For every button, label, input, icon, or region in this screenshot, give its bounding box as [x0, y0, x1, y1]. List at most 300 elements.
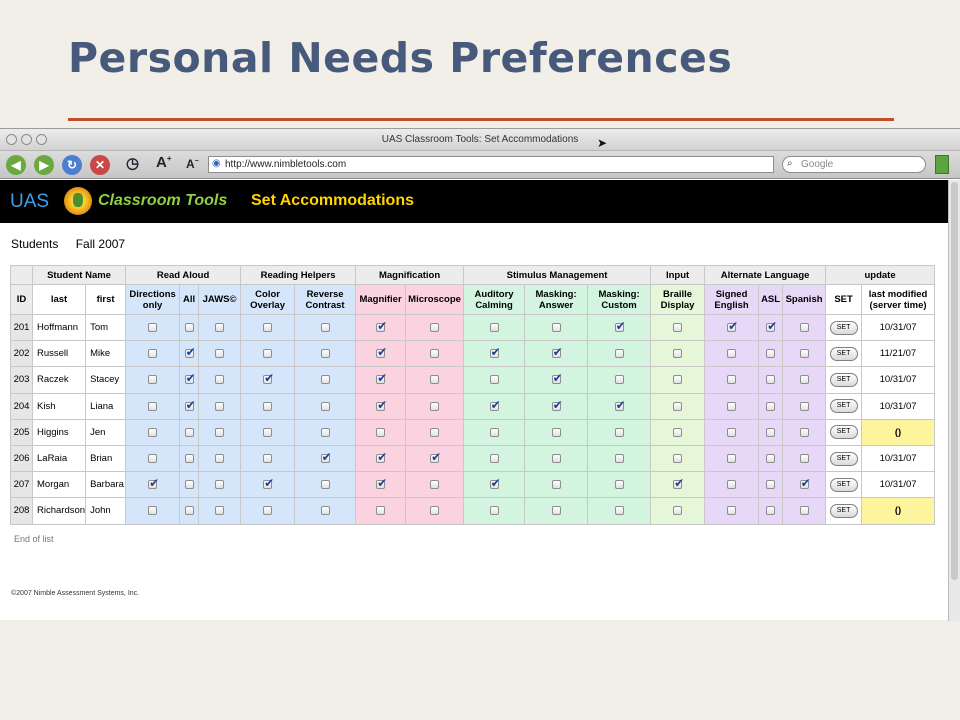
- cell-masking-custom: [588, 445, 651, 471]
- cell-id: 206: [11, 445, 33, 471]
- masking-answer-checkbox[interactable]: [552, 349, 561, 358]
- color-overlay-checkbox[interactable]: [263, 506, 272, 515]
- group-header-row: [11, 266, 935, 285]
- color-overlay-checkbox[interactable]: [263, 375, 272, 384]
- cell-set: [826, 341, 862, 367]
- col-header-magnifier: Magnifier: [356, 285, 406, 315]
- cell-reverse-contrast: [295, 498, 356, 524]
- cell-last-modified: 10/31/07: [862, 393, 935, 419]
- magnifier-checkbox[interactable]: [376, 454, 385, 463]
- jaws-checkbox[interactable]: [215, 323, 224, 332]
- set-button[interactable]: SET: [830, 452, 858, 466]
- microscope-checkbox[interactable]: [430, 506, 439, 515]
- col-header-auditory-calming: Auditory Calming: [464, 285, 525, 315]
- masking-answer-checkbox[interactable]: [552, 375, 561, 384]
- signed-english-checkbox[interactable]: [727, 402, 736, 411]
- asl-checkbox[interactable]: [766, 349, 775, 358]
- auditory-calming-checkbox[interactable]: [490, 506, 499, 515]
- window-titlebar: [0, 129, 960, 151]
- cell-asl: [759, 315, 783, 341]
- table-row: [11, 315, 935, 341]
- all-checkbox[interactable]: [185, 454, 194, 463]
- signed-english-checkbox[interactable]: [727, 323, 736, 332]
- bookmark-icon[interactable]: [935, 155, 949, 174]
- cell-first-name: Barbara: [86, 472, 126, 498]
- browser-window: [0, 128, 960, 620]
- back-button[interactable]: ◀: [6, 155, 26, 175]
- spanish-checkbox[interactable]: [800, 480, 809, 489]
- cell-spanish: [783, 367, 826, 393]
- cell-all: [180, 419, 199, 445]
- directions-only-checkbox[interactable]: [148, 402, 157, 411]
- auditory-calming-checkbox[interactable]: [490, 349, 499, 358]
- cell-asl: [759, 341, 783, 367]
- cell-last-name: Hoffmann: [33, 315, 86, 341]
- cell-spanish: [783, 315, 826, 341]
- asl-checkbox[interactable]: [766, 375, 775, 384]
- cell-first-name: John: [86, 498, 126, 524]
- cell-directions-only: [126, 472, 180, 498]
- reverse-contrast-checkbox[interactable]: [321, 402, 330, 411]
- signed-english-checkbox[interactable]: [727, 375, 736, 384]
- set-button[interactable]: SET: [830, 321, 858, 335]
- col-header-microscope: Microscope: [406, 285, 464, 315]
- masking-custom-checkbox[interactable]: [615, 349, 624, 358]
- group-header-input: Input: [651, 266, 705, 285]
- cell-microscope: [406, 315, 464, 341]
- cell-masking-custom: [588, 393, 651, 419]
- cell-directions-only: [126, 341, 180, 367]
- cell-masking-custom: [588, 419, 651, 445]
- spanish-checkbox[interactable]: [800, 349, 809, 358]
- search-field[interactable]: [782, 156, 926, 173]
- spanish-checkbox[interactable]: [800, 323, 809, 332]
- cell-jaws: [199, 445, 241, 471]
- cell-color-overlay: [241, 445, 295, 471]
- cell-all: [180, 315, 199, 341]
- cell-microscope: [406, 498, 464, 524]
- cell-magnifier: [356, 419, 406, 445]
- cell-directions-only: [126, 445, 180, 471]
- all-checkbox[interactable]: [185, 349, 194, 358]
- masking-custom-checkbox[interactable]: [615, 428, 624, 437]
- cell-set: [826, 472, 862, 498]
- cell-masking-answer: [525, 315, 588, 341]
- cell-magnifier: [356, 315, 406, 341]
- history-clock-icon[interactable]: ◷: [126, 155, 140, 172]
- cell-jaws: [199, 367, 241, 393]
- microscope-checkbox[interactable]: [430, 428, 439, 437]
- cell-braille-display: [651, 445, 705, 471]
- cell-microscope: [406, 341, 464, 367]
- masking-answer-checkbox[interactable]: [552, 480, 561, 489]
- spanish-checkbox[interactable]: [800, 402, 809, 411]
- cell-first-name: Liana: [86, 393, 126, 419]
- col-header-first: first: [86, 285, 126, 315]
- cell-set: [826, 419, 862, 445]
- cell-braille-display: [651, 419, 705, 445]
- cell-magnifier: [356, 393, 406, 419]
- cell-directions-only: [126, 419, 180, 445]
- cell-directions-only: [126, 498, 180, 524]
- cell-masking-custom: [588, 341, 651, 367]
- auditory-calming-checkbox[interactable]: [490, 375, 499, 384]
- cell-microscope: [406, 472, 464, 498]
- cell-microscope: [406, 393, 464, 419]
- magnifier-checkbox[interactable]: [376, 506, 385, 515]
- signed-english-checkbox[interactable]: [727, 428, 736, 437]
- masking-custom-checkbox[interactable]: [615, 402, 624, 411]
- auditory-calming-checkbox[interactable]: [490, 428, 499, 437]
- jaws-checkbox[interactable]: [215, 349, 224, 358]
- address-bar[interactable]: [208, 156, 774, 173]
- cell-id: 203: [11, 367, 33, 393]
- auditory-calming-checkbox[interactable]: [490, 454, 499, 463]
- cell-reverse-contrast: [295, 315, 356, 341]
- cell-last-modified: 10/31/07: [862, 367, 935, 393]
- braille-display-checkbox[interactable]: [673, 454, 682, 463]
- cell-braille-display: [651, 315, 705, 341]
- cell-asl: [759, 472, 783, 498]
- student-rows: [11, 315, 935, 525]
- magnifier-checkbox[interactable]: [376, 375, 385, 384]
- reload-button[interactable]: ↻: [62, 155, 82, 175]
- cell-signed-english: [705, 367, 759, 393]
- set-button[interactable]: SET: [830, 373, 858, 387]
- cell-masking-answer: [525, 445, 588, 471]
- braille-display-checkbox[interactable]: [673, 506, 682, 515]
- magnifier-checkbox[interactable]: [376, 480, 385, 489]
- scrollbar-thumb[interactable]: [951, 182, 958, 580]
- all-checkbox[interactable]: [185, 402, 194, 411]
- cell-signed-english: [705, 472, 759, 498]
- microscope-checkbox[interactable]: [430, 480, 439, 489]
- cell-microscope: [406, 367, 464, 393]
- col-header-all: All: [180, 285, 199, 315]
- all-checkbox[interactable]: [185, 375, 194, 384]
- cell-auditory-calming: [464, 341, 525, 367]
- title-rule: [68, 118, 894, 121]
- cell-color-overlay: [241, 419, 295, 445]
- cell-asl: [759, 367, 783, 393]
- color-overlay-checkbox[interactable]: [263, 323, 272, 332]
- cell-color-overlay: [241, 341, 295, 367]
- text-smaller-icon[interactable]: A−: [186, 157, 199, 171]
- table-row: [11, 419, 935, 445]
- cell-reverse-contrast: [295, 367, 356, 393]
- col-header-masking-answer: Masking: Answer: [525, 285, 588, 315]
- cell-last-name: Higgins: [33, 419, 86, 445]
- cell-id: 208: [11, 498, 33, 524]
- vertical-scrollbar[interactable]: [948, 180, 960, 621]
- mouse-cursor-icon: ➤: [597, 136, 608, 150]
- copyright: ©2007 Nimble Assessment Systems, Inc.: [11, 590, 140, 597]
- cell-reverse-contrast: [295, 472, 356, 498]
- cell-jaws: [199, 341, 241, 367]
- all-checkbox[interactable]: [185, 323, 194, 332]
- cell-spanish: [783, 472, 826, 498]
- cell-spanish: [783, 341, 826, 367]
- table-row: [11, 367, 935, 393]
- col-header-signed-english: Signed English: [705, 285, 759, 315]
- cell-set: [826, 393, 862, 419]
- cell-auditory-calming: [464, 445, 525, 471]
- cell-color-overlay: [241, 367, 295, 393]
- asl-checkbox[interactable]: [766, 454, 775, 463]
- cell-auditory-calming: [464, 498, 525, 524]
- app-header: [0, 180, 948, 223]
- masking-answer-checkbox[interactable]: [552, 428, 561, 437]
- cell-set: [826, 367, 862, 393]
- col-header-color-overlay: Color Overlay: [241, 285, 295, 315]
- cell-last-name: Morgan: [33, 472, 86, 498]
- cell-first-name: Tom: [86, 315, 126, 341]
- slide-title: Personal Needs Preferences: [68, 34, 733, 82]
- all-checkbox[interactable]: [185, 506, 194, 515]
- cell-id: 204: [11, 393, 33, 419]
- auditory-calming-checkbox[interactable]: [490, 402, 499, 411]
- masking-custom-checkbox[interactable]: [615, 480, 624, 489]
- cell-last-name: Richardson: [33, 498, 86, 524]
- masking-answer-checkbox[interactable]: [552, 402, 561, 411]
- auditory-calming-checkbox[interactable]: [490, 323, 499, 332]
- cell-reverse-contrast: [295, 419, 356, 445]
- magnifier-checkbox[interactable]: [376, 323, 385, 332]
- braille-display-checkbox[interactable]: [673, 349, 682, 358]
- col-header-jaws: JAWS©: [199, 285, 241, 315]
- directions-only-checkbox[interactable]: [148, 480, 157, 489]
- auditory-calming-checkbox[interactable]: [490, 480, 499, 489]
- forward-button[interactable]: ▶: [34, 155, 54, 175]
- directions-only-checkbox[interactable]: [148, 428, 157, 437]
- group-header-student-name: Student Name: [33, 266, 126, 285]
- col-header-id: ID: [11, 285, 33, 315]
- cell-jaws: [199, 393, 241, 419]
- cell-color-overlay: [241, 315, 295, 341]
- braille-display-checkbox[interactable]: [673, 375, 682, 384]
- cell-reverse-contrast: [295, 341, 356, 367]
- cell-auditory-calming: [464, 393, 525, 419]
- magnifier-checkbox[interactable]: [376, 428, 385, 437]
- all-checkbox[interactable]: [185, 428, 194, 437]
- group-header-alternate-language: Alternate Language: [705, 266, 826, 285]
- jaws-checkbox[interactable]: [215, 402, 224, 411]
- masking-answer-checkbox[interactable]: [552, 506, 561, 515]
- microscope-checkbox[interactable]: [430, 375, 439, 384]
- magnifier-checkbox[interactable]: [376, 402, 385, 411]
- braille-display-checkbox[interactable]: [673, 428, 682, 437]
- masking-custom-checkbox[interactable]: [615, 323, 624, 332]
- cell-jaws: [199, 472, 241, 498]
- cell-last-modified: (): [862, 419, 935, 445]
- group-header-read-aloud: Read Aloud: [126, 266, 241, 285]
- asl-checkbox[interactable]: [766, 402, 775, 411]
- cell-auditory-calming: [464, 472, 525, 498]
- braille-display-checkbox[interactable]: [673, 402, 682, 411]
- cell-asl: [759, 445, 783, 471]
- jaws-checkbox[interactable]: [215, 506, 224, 515]
- cell-last-name: Raczek: [33, 367, 86, 393]
- cell-masking-custom: [588, 472, 651, 498]
- table-row: [11, 445, 935, 471]
- signed-english-checkbox[interactable]: [727, 480, 736, 489]
- text-larger-icon[interactable]: A+: [156, 154, 172, 171]
- cell-asl: [759, 393, 783, 419]
- cell-jaws: [199, 419, 241, 445]
- group-header-reading-helpers: Reading Helpers: [241, 266, 356, 285]
- cell-spanish: [783, 393, 826, 419]
- cell-masking-custom: [588, 367, 651, 393]
- page-viewport: [0, 180, 948, 621]
- magnifier-checkbox[interactable]: [376, 349, 385, 358]
- cell-braille-display: [651, 393, 705, 419]
- color-overlay-checkbox[interactable]: [263, 428, 272, 437]
- masking-answer-checkbox[interactable]: [552, 454, 561, 463]
- cell-masking-answer: [525, 393, 588, 419]
- search-placeholder: Google: [801, 159, 834, 170]
- col-header-last-modified: last modified (server time): [862, 285, 935, 315]
- spanish-checkbox[interactable]: [800, 454, 809, 463]
- directions-only-checkbox[interactable]: [148, 506, 157, 515]
- cell-first-name: Jen: [86, 419, 126, 445]
- reverse-contrast-checkbox[interactable]: [321, 349, 330, 358]
- accommodations-table: [10, 265, 935, 525]
- color-overlay-checkbox[interactable]: [263, 454, 272, 463]
- group-header-update: update: [826, 266, 935, 285]
- spanish-checkbox[interactable]: [800, 506, 809, 515]
- cell-masking-answer: [525, 419, 588, 445]
- cell-set: [826, 315, 862, 341]
- color-overlay-checkbox[interactable]: [263, 480, 272, 489]
- term-label: Fall 2007: [75, 237, 126, 251]
- cell-color-overlay: [241, 393, 295, 419]
- signed-english-checkbox[interactable]: [727, 349, 736, 358]
- reverse-contrast-checkbox[interactable]: [321, 454, 330, 463]
- jaws-checkbox[interactable]: [215, 375, 224, 384]
- asl-checkbox[interactable]: [766, 480, 775, 489]
- jaws-checkbox[interactable]: [215, 428, 224, 437]
- page-heading: Set Accommodations: [251, 192, 414, 209]
- product-name: Classroom Tools: [98, 192, 228, 209]
- directions-only-checkbox[interactable]: [148, 323, 157, 332]
- set-button[interactable]: SET: [830, 399, 858, 413]
- asl-checkbox[interactable]: [766, 506, 775, 515]
- col-header-masking-custom: Masking: Custom: [588, 285, 651, 315]
- jaws-checkbox[interactable]: [215, 454, 224, 463]
- cell-masking-answer: [525, 367, 588, 393]
- braille-display-checkbox[interactable]: [673, 480, 682, 489]
- cell-magnifier: [356, 445, 406, 471]
- asl-checkbox[interactable]: [766, 428, 775, 437]
- cell-last-modified: 10/31/07: [862, 472, 935, 498]
- students-heading: [11, 237, 125, 251]
- cell-signed-english: [705, 445, 759, 471]
- microscope-checkbox[interactable]: [430, 454, 439, 463]
- cell-masking-custom: [588, 315, 651, 341]
- brand-label: UAS: [10, 191, 50, 212]
- directions-only-checkbox[interactable]: [148, 349, 157, 358]
- spanish-checkbox[interactable]: [800, 375, 809, 384]
- cell-directions-only: [126, 393, 180, 419]
- signed-english-checkbox[interactable]: [727, 506, 736, 515]
- cell-all: [180, 445, 199, 471]
- all-checkbox[interactable]: [185, 480, 194, 489]
- braille-display-checkbox[interactable]: [673, 323, 682, 332]
- masking-answer-checkbox[interactable]: [552, 323, 561, 332]
- color-overlay-checkbox[interactable]: [263, 402, 272, 411]
- browser-toolbar: [0, 151, 960, 179]
- gear-logo-icon: [64, 187, 92, 215]
- stop-button[interactable]: ✕: [90, 155, 110, 175]
- cell-magnifier: [356, 498, 406, 524]
- set-button[interactable]: SET: [830, 425, 858, 439]
- col-header-set: SET: [826, 285, 862, 315]
- reverse-contrast-checkbox[interactable]: [321, 428, 330, 437]
- group-header-id: [11, 266, 33, 285]
- cell-spanish: [783, 498, 826, 524]
- directions-only-checkbox[interactable]: [148, 375, 157, 384]
- set-button[interactable]: SET: [830, 504, 858, 518]
- signed-english-checkbox[interactable]: [727, 454, 736, 463]
- students-label: Students: [11, 237, 59, 251]
- directions-only-checkbox[interactable]: [148, 454, 157, 463]
- masking-custom-checkbox[interactable]: [615, 506, 624, 515]
- set-button[interactable]: SET: [830, 478, 858, 492]
- microscope-checkbox[interactable]: [430, 402, 439, 411]
- globe-icon: ◉: [212, 158, 221, 169]
- cell-all: [180, 341, 199, 367]
- col-header-last: last: [33, 285, 86, 315]
- reverse-contrast-checkbox[interactable]: [321, 323, 330, 332]
- microscope-checkbox[interactable]: [430, 323, 439, 332]
- jaws-checkbox[interactable]: [215, 480, 224, 489]
- cell-id: 205: [11, 419, 33, 445]
- masking-custom-checkbox[interactable]: [615, 375, 624, 384]
- cell-auditory-calming: [464, 419, 525, 445]
- cell-asl: [759, 498, 783, 524]
- address-bar-url: http://www.nimbletools.com: [225, 159, 347, 170]
- cell-last-name: LaRaia: [33, 445, 86, 471]
- table-row: [11, 472, 935, 498]
- color-overlay-checkbox[interactable]: [263, 349, 272, 358]
- reverse-contrast-checkbox[interactable]: [321, 480, 330, 489]
- cell-all: [180, 498, 199, 524]
- masking-custom-checkbox[interactable]: [615, 454, 624, 463]
- cell-magnifier: [356, 367, 406, 393]
- cell-last-name: Kish: [33, 393, 86, 419]
- cell-auditory-calming: [464, 367, 525, 393]
- reverse-contrast-checkbox[interactable]: [321, 375, 330, 384]
- cell-microscope: [406, 419, 464, 445]
- spanish-checkbox[interactable]: [800, 428, 809, 437]
- cell-spanish: [783, 445, 826, 471]
- reverse-contrast-checkbox[interactable]: [321, 506, 330, 515]
- set-button[interactable]: SET: [830, 347, 858, 361]
- col-header-braille-display: Braille Display: [651, 285, 705, 315]
- search-icon: ⌕: [787, 158, 793, 169]
- cell-last-name: Russell: [33, 341, 86, 367]
- cell-braille-display: [651, 341, 705, 367]
- cell-signed-english: [705, 315, 759, 341]
- cell-jaws: [199, 315, 241, 341]
- cell-id: 202: [11, 341, 33, 367]
- cell-last-modified: 10/31/07: [862, 445, 935, 471]
- cell-braille-display: [651, 472, 705, 498]
- microscope-checkbox[interactable]: [430, 349, 439, 358]
- asl-checkbox[interactable]: [766, 323, 775, 332]
- cell-first-name: Brian: [86, 445, 126, 471]
- cell-spanish: [783, 419, 826, 445]
